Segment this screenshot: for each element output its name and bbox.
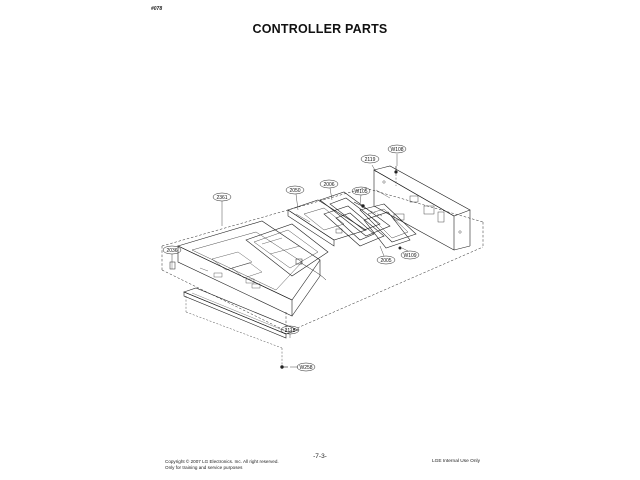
callout-w108: [388, 145, 406, 153]
copyright-line: Copyright © 2007 LG Electronics. Inc. All right reserved.: [165, 459, 279, 464]
training-note: Only for training and service purposes: [165, 464, 243, 470]
screw-w109: [399, 247, 401, 249]
callout-label: 2005: [380, 257, 392, 264]
callout-label: 2050: [289, 187, 301, 194]
assembly-guide-lines: [186, 174, 396, 366]
page-title: CONTROLLER PARTS: [252, 22, 388, 36]
callout-w105: [352, 187, 370, 195]
callout-2118: [281, 326, 299, 334]
page-tag: #078: [151, 6, 163, 12]
callout-label: W108: [390, 146, 404, 153]
lcd-holder: [360, 204, 416, 248]
screw-w258: [281, 366, 288, 369]
callout-label: 2006: [323, 181, 335, 188]
callout-label: 2036: [166, 247, 178, 254]
callout-label: 2119: [364, 156, 376, 163]
callout-2361: [213, 193, 231, 201]
callout-label: W109: [403, 252, 417, 259]
callout-2119: [361, 155, 379, 163]
callout-label: W105: [354, 188, 368, 195]
leader-lines: [172, 154, 408, 367]
screw-w105: [354, 202, 364, 207]
callout-w109: [401, 251, 419, 259]
control-knob: [170, 262, 175, 269]
assembly-outline: [162, 188, 483, 332]
callout-label: 2118: [284, 327, 296, 334]
callout-label: 2361: [216, 194, 228, 201]
callout-2005: [377, 256, 395, 264]
callout-label: W258: [299, 364, 313, 371]
copyright-notice: [165, 459, 279, 470]
callout-2006: [320, 180, 338, 188]
page-number: -7-3-: [313, 453, 327, 460]
internal-use-label: LGE Internal Use Only: [432, 459, 480, 464]
callout-w258: [297, 363, 315, 371]
callout-2050: [286, 186, 304, 194]
